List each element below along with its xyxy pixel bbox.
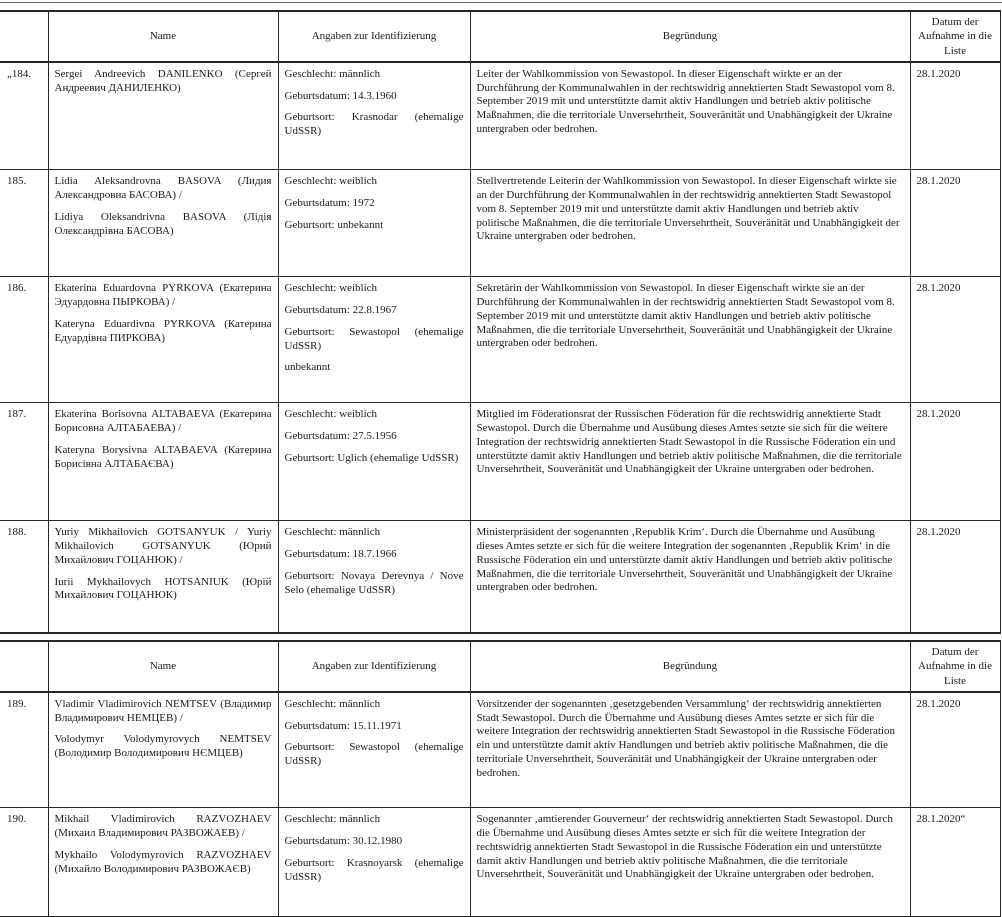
name-line: Kateryna Eduardivna PYRKOVA (Катерина Едуардівна ПИРКОВА) xyxy=(54,317,272,344)
reason-cell xyxy=(470,692,910,808)
reason-text: Sogenannter ‚amtierender Gouverneur‘ der rechtswidrig annektierten Stadt Sewastopol. Durch die Übernahme und Ausübung dieses Amtes setzte er sich für die weitere Integration der rechtswidrig annektierten Stadt Sewastopol in die Russische Föderation ein und unterstützte damit aktiv Handlungen und betrieb aktiv politische Maßnahmen, die die territoriale Unversehrtheit, Souveränität und Unabhängigkeit der Ukraine untergraben oder bedrohen. xyxy=(476,813,893,881)
table-row-184 xyxy=(0,62,1000,170)
listing-date: 28.1.2020 xyxy=(910,403,1000,521)
reason-cell xyxy=(470,403,910,521)
identification-item: Geschlecht: weiblich xyxy=(284,408,378,421)
column-header-identification: Angaben zur Identifizierung xyxy=(278,641,470,692)
reason-text: Sekretärin der Wahlkommission von Sewastopol. In dieser Eigenschaft wirkte sie an der Durchführung der Kommunalwahlen in der rechtswidrig annektierten Stadt Sewastopol vom 8. September 2019 mit und unterstützte damit aktiv Handlungen und betrieb aktiv politische Maßnahmen, die die territoriale Unversehrtheit, Souveränität und Unabhängigkeit der Ukraine untergraben oder bedrohen. xyxy=(476,282,895,350)
name-line: Mykhailo Volodymyrovich RAZVOZHAEV (Михайло Володимирович РАЗВОЖАЄВ) xyxy=(54,848,272,875)
identification-cell xyxy=(278,692,470,808)
listing-date: 28.1.2020 xyxy=(910,62,1000,170)
table-row-186 xyxy=(0,277,1000,403)
listing-date: 28.1.2020 xyxy=(910,521,1000,633)
name-line: Mikhail Vladimirovich RAZVOZHAEV (Михаил Владимирович РАЗВОЖАЕВ) / xyxy=(54,813,272,840)
identification-cell xyxy=(278,808,470,917)
identification-item: Geschlecht: männlich xyxy=(284,697,381,710)
name-line: Kateryna Borysivna ALTABAEVA (Катерина Борисівна АЛТАБАЄВА) xyxy=(54,443,272,470)
identification-item: Geschlecht: männlich xyxy=(284,813,381,826)
name-line: Volodymyr Volodymyrovych NEMTSEV (Володимир Володимирович НЄМЦЕВ) xyxy=(54,733,272,760)
name-line: Ekaterina Eduardovna PYRKOVA (Екатерина Эдуардовна ПЫРКОВА) / xyxy=(54,282,272,309)
name-cell xyxy=(48,521,278,633)
table-row-190 xyxy=(0,808,1000,917)
table-row-187 xyxy=(0,403,1000,521)
identification-item: Geburtsdatum: 15.11.1971 xyxy=(284,719,402,732)
column-header-reason: Begründung xyxy=(470,641,910,692)
column-header-empty xyxy=(0,11,48,62)
reason-cell xyxy=(470,277,910,403)
name-line: Sergei Andreevich DANILENKO (Сергей Андреевич ДАНИЛЕНКО) xyxy=(54,67,272,94)
identification-item: Geburtsdatum: 30.12.1980 xyxy=(284,835,403,848)
listing-date: 28.1.2020“ xyxy=(910,808,1000,917)
name-line: Lidiya Oleksandrivna BASOVA (Лідія Олександрівна БАСОВА) xyxy=(54,210,272,237)
reason-text: Leiter der Wahlkommission von Sewastopol. In dieser Eigenschaft wirkte er an der Durchführung der Kommunalwahlen in der rechtswidrig annektierten Stadt Sewastopol vom 8. September 2019 mit und unterstützte damit aktiv Handlungen und betrieb aktiv politische Maßnahmen, die die territoriale Unversehrtheit, Souveränität und Unabhängigkeit der Ukraine untergraben oder bedrohen. xyxy=(476,67,895,135)
reason-text: Ministerpräsident der sogenannten ‚Republik Krim‘. Durch die Übernahme und Ausübung dieses Amtes setzte er sich für die weitere Integration der sogenannten ‚Republik Krim‘ in die Russische Föderation ein und unterstützte damit aktiv Handlungen und betrieb aktiv politische Maßnahmen, die die territoriale Unversehrtheit, Souveränität und Unabhängigkeit der Ukraine untergraben oder bedrohen. xyxy=(476,526,893,594)
name-line: Iurii Mykhailovych HOTSANIUK (Юрій Михайлович ГОЦАНЮК) xyxy=(54,575,272,602)
entry-number: „184. xyxy=(0,62,48,170)
identification-cell xyxy=(278,277,470,403)
listing-date: 28.1.2020 xyxy=(910,277,1000,403)
identification-item: Geburtsort: Sewastopol (ehemalige UdSSR) xyxy=(284,325,464,352)
entry-number: 185. xyxy=(0,170,48,277)
table-row-188 xyxy=(0,521,1000,633)
identification-item: Geschlecht: weiblich xyxy=(284,175,378,188)
column-header-reason: Begründung xyxy=(470,11,910,62)
name-line: Vladimir Vladimirovich NEMTSEV (Владимир Владимирович НЕМЦЕВ) / xyxy=(54,697,272,724)
identification-item: Geschlecht: männlich xyxy=(284,526,381,539)
identification-cell xyxy=(278,170,470,277)
header-row xyxy=(0,641,1000,692)
identification-cell xyxy=(278,521,470,633)
identification-cell xyxy=(278,62,470,170)
identification-item: Geburtsort: Krasnodar (ehemalige UdSSR) xyxy=(284,111,464,138)
name-line: Lidia Aleksandrovna BASOVA (Лидия Александровна БАСОВА) / xyxy=(54,175,272,202)
sanctions-table-1 xyxy=(0,10,1001,634)
identification-cell xyxy=(278,403,470,521)
table-row-185 xyxy=(0,170,1000,277)
identification-item: Geburtsdatum: 14.3.1960 xyxy=(284,89,397,102)
sanctions-table-2 xyxy=(0,640,1001,917)
reason-cell xyxy=(470,62,910,170)
table-row-189 xyxy=(0,692,1000,808)
name-line: Ekaterina Borisovna ALTABAEVA (Екатерина Борисовна АЛТАБАЕВА) / xyxy=(54,408,272,435)
identification-item: Geburtsdatum: 18.7.1966 xyxy=(284,548,397,561)
entry-number: 187. xyxy=(0,403,48,521)
entry-number: 186. xyxy=(0,277,48,403)
identification-item: Geburtsort: Krasnoyarsk (ehemalige UdSSR) xyxy=(284,856,464,883)
identification-item: Geburtsort: unbekannt xyxy=(284,218,384,231)
page-top-rule xyxy=(0,2,1002,3)
name-cell xyxy=(48,403,278,521)
reason-text: Mitglied im Föderationsrat der Russischen Föderation für die rechtswidrig annektierte Stadt Sewastopol. Durch die Übernahme und Ausübung dieses Amtes setzte sie sich für die weitere Integration der rechtswidrig annektierten Stadt Sewastopol in die Russische Föderation ein und unterstützte damit aktiv Handlungen und betrieb aktiv politische Maßnahmen, die die territoriale Unversehrtheit, Souveränität und Unabhängigkeit der Ukraine untergraben oder bedrohen. xyxy=(476,408,902,476)
listing-date: 28.1.2020 xyxy=(910,692,1000,808)
name-cell xyxy=(48,692,278,808)
reason-cell xyxy=(470,808,910,917)
name-cell xyxy=(48,170,278,277)
name-cell xyxy=(48,62,278,170)
column-header-name: Name xyxy=(48,11,278,62)
name-cell xyxy=(48,808,278,917)
name-cell xyxy=(48,277,278,403)
header-row xyxy=(0,11,1000,62)
listing-date: 28.1.2020 xyxy=(910,170,1000,277)
column-header-date: Datum der Aufnahme in die Liste xyxy=(910,11,1000,62)
column-header-date: Datum der Aufnahme in die Liste xyxy=(910,641,1000,692)
reason-cell xyxy=(470,170,910,277)
identification-item: Geburtsdatum: 27.5.1956 xyxy=(284,430,397,443)
identification-item: unbekannt xyxy=(284,361,331,374)
identification-item: Geburtsort: Sewastopol (ehemalige UdSSR) xyxy=(284,741,464,768)
entry-number: 189. xyxy=(0,692,48,808)
identification-item: Geburtsdatum: 22.8.1967 xyxy=(284,304,397,317)
identification-item: Geburtsdatum: 1972 xyxy=(284,197,375,210)
name-line: Yuriy Mikhailovich GOTSANYUK / Yuriy Mikhailovich GOTSANYUK (Юрий Михайлович ГОЦАНЮК) / xyxy=(54,526,272,566)
reason-text: Vorsitzender der sogenannten ‚gesetzgebenden Versammlung‘ der rechtswidrig annektierten Stadt Sewastopol. Durch die Übernahme und Ausübung dieses Amtes setzte er sich für die weitere Integration der rechtswidrig annektierten Stadt Sewastopol in die Russische Föderation ein und unterstützte damit aktiv Handlungen und betrieb aktiv politische Maßnahmen, die die territoriale Unversehrtheit, Souveränität und Unabhängigkeit der Ukraine untergraben oder bedrohen. xyxy=(476,697,895,779)
identification-item: Geschlecht: männlich xyxy=(284,67,381,80)
identification-item: Geschlecht: weiblich xyxy=(284,282,378,295)
column-header-empty xyxy=(0,641,48,692)
reason-text: Stellvertretende Leiterin der Wahlkommission von Sewastopol. In dieser Eigenschaft wirkte sie an der Durchführung der Kommunalwahlen in der rechtswidrig annektierten Stadt Sewastopol vom 8. September 2019 mit und unterstützte damit aktiv Handlungen und betrieb aktiv politische Maßnahmen, die die territoriale Unversehrtheit, Souveränität und Unabhängigkeit der Ukraine untergraben oder bedrohen. xyxy=(476,175,900,243)
column-header-name: Name xyxy=(48,641,278,692)
identification-item: Geburtsort: Uglich (ehemalige UdSSR) xyxy=(284,451,459,464)
entry-number: 190. xyxy=(0,808,48,917)
entry-number: 188. xyxy=(0,521,48,633)
reason-cell xyxy=(470,521,910,633)
column-header-identification: Angaben zur Identifizierung xyxy=(278,11,470,62)
identification-item: Geburtsort: Novaya Derevnya / Nove Selo (ehemalige UdSSR) xyxy=(284,569,464,596)
